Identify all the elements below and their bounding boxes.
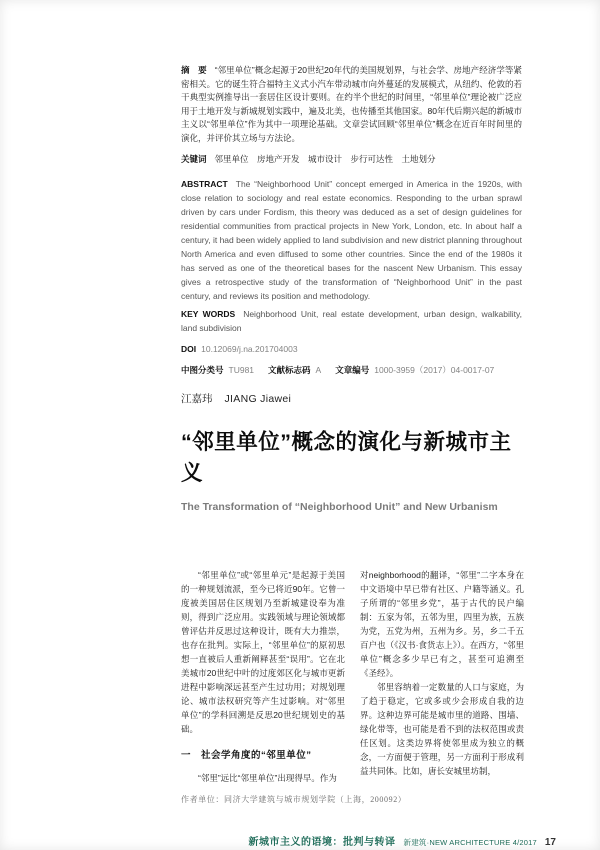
clc-label: 中图分类号: [181, 364, 224, 375]
abstract-en-label: ABSTRACT: [181, 178, 228, 189]
keywords-cn-paragraph: [181, 153, 522, 167]
body-paragraph: 邻里容纳着一定数量的人口与家庭，为了趋于稳定，它或多或少会形成自我的边界。这种边界可能是城市里的道路、围墙、绿化带等，也可能是看不到的法权范围或责任区划。这类边界将使邻里成为独立的概念，一方面便于管理，另一方面利于形成利益共同体。比如，唐长安城里坊制，: [360, 682, 524, 776]
abstract-label: 摘 要: [181, 65, 207, 75]
classification-line: [181, 364, 522, 377]
front-matter: [181, 64, 522, 377]
footer-journal-name: 新建筑·NEW ARCHITECTURE 4/2017: [403, 838, 537, 847]
doi-value: 10.12069/j.na.201704003: [201, 343, 298, 354]
keywords-label: 关键词: [181, 154, 207, 164]
author-affiliation-footnote: 作者单位：同济大学建筑与城市规划学院（上海，200092）: [181, 795, 407, 804]
author-name-cn: 江嘉玮: [181, 393, 213, 405]
abstract-cn-paragraph: [181, 64, 522, 145]
abstract-cn-text: “邻里单位”概念起源于20世纪20年代的美国规划界，与社会学、房地产经济学等紧密相关。它的诞生符合福特主义式小汽车带动城市向外蔓延的发展模式，从纽约、伦敦的若干典型实例推导出一套居住区设计要则。在约半个世纪的时间里，“邻里单位”理论被广泛应用于土地开发与新城规划实践中，遍及北美，也传播至其他国家。80年代后期兴起的新城市主义以“邻里单位”作为其中一项理论基础。文章尝试回顾“邻里单位”概念在近百年时间里的演化，并评价其立场与方法论。: [181, 65, 522, 143]
author-line: [181, 391, 291, 406]
doc-code-label: 文献标志码: [268, 364, 311, 375]
keywords-en-paragraph: [181, 307, 522, 335]
body-column-left: [181, 568, 345, 792]
article-title-en: The Transformation of “Neighborhood Unit” and New Urbanism: [181, 501, 498, 513]
article-id-value: 1000-3959（2017）04-0017-07: [374, 364, 495, 375]
abstract-en-text: The “Neighborhood Unit” concept emerged in America in the 1920s, with close relation to sociology and real estate economics. Responding to the urban sprawl driven by cars under Fordism, this theory was deduced as a set of design guidelines for residential communities from practical projects in New York, London, etc. In about half a century, it had been widely applied to land subdivision and new district planning throughout North America and even diffused to some other countries. Since the end of the 1980s it has served as one of the theoretical bases for the nascent New Urbanism. This essay gives a retrospective study of the transformation of “Neighborhood Unit” in the past century, and reviews its position and methodology.: [181, 178, 523, 301]
doc-code-value: A: [315, 364, 322, 375]
doi-line: [181, 343, 522, 356]
abstract-en-paragraph: [181, 177, 522, 303]
doi-label: DOI: [181, 343, 197, 354]
author-name-en: JIANG Jiawei: [224, 393, 292, 405]
article-title-cn: “邻里单位”概念的演化与新城市主义: [181, 430, 512, 485]
body-paragraph: “邻里”远比“邻里单位”出现得早。作为: [198, 773, 337, 783]
keywords-cn-text: 邻里单位 房地产开发 城市设计 步行可达性 土地划分: [214, 154, 436, 164]
keywords-en-text: Neighborhood Unit, real estate development, urban design, walkability, land subdivision: [181, 308, 522, 333]
clc-value: TU981: [228, 364, 255, 375]
keywords-en-label: KEY WORDS: [181, 308, 236, 319]
article-id-label: 文章编号: [335, 364, 370, 375]
body-columns: [181, 568, 524, 792]
page-footer: [181, 832, 556, 850]
body-paragraph: “邻里单位”或“邻里单元”是起源于美国的一种规划流派，至今已将近90年。它曾一度被美国居住区规划乃至新城建设奉为准则，得到广泛应用。实践领域与理论领域都曾评估并反思过这种设计，既有大力推崇，也存在批判。实际上，“邻里单位”的原初思想一直被后人重新阐释甚至“误用”。它在北美城市20世纪中叶的过度郊区化与城市更新进程中影响深远甚至产生过功用；对规划理论、城市法权研究等产生过影响。对“邻里单位”的学科回溯是反思20世纪规划史的基础。: [181, 570, 345, 734]
section-heading: 一 社会学角度的“邻里单位”: [181, 750, 312, 761]
body-column-right: [360, 568, 524, 792]
body-paragraph: 对neighborhood的翻译，“邻里”二字本身在中文语境中早已带有社区、户籍等涵义。孔子所谓的“邻里乡党”，基于古代的民户编制：五家为邻，五邻为里，四里为族，五族为党，五党为州，五州为乡。另，乡二千五百户也（《汉书·食货志上》）。在西方，“邻里单位”概念多少早已有之，甚至可追溯至《圣经》。: [360, 570, 524, 678]
footer-topic: 新城市主义的语境：批判与转译: [248, 837, 396, 848]
footer-page-number: 17: [544, 837, 556, 848]
